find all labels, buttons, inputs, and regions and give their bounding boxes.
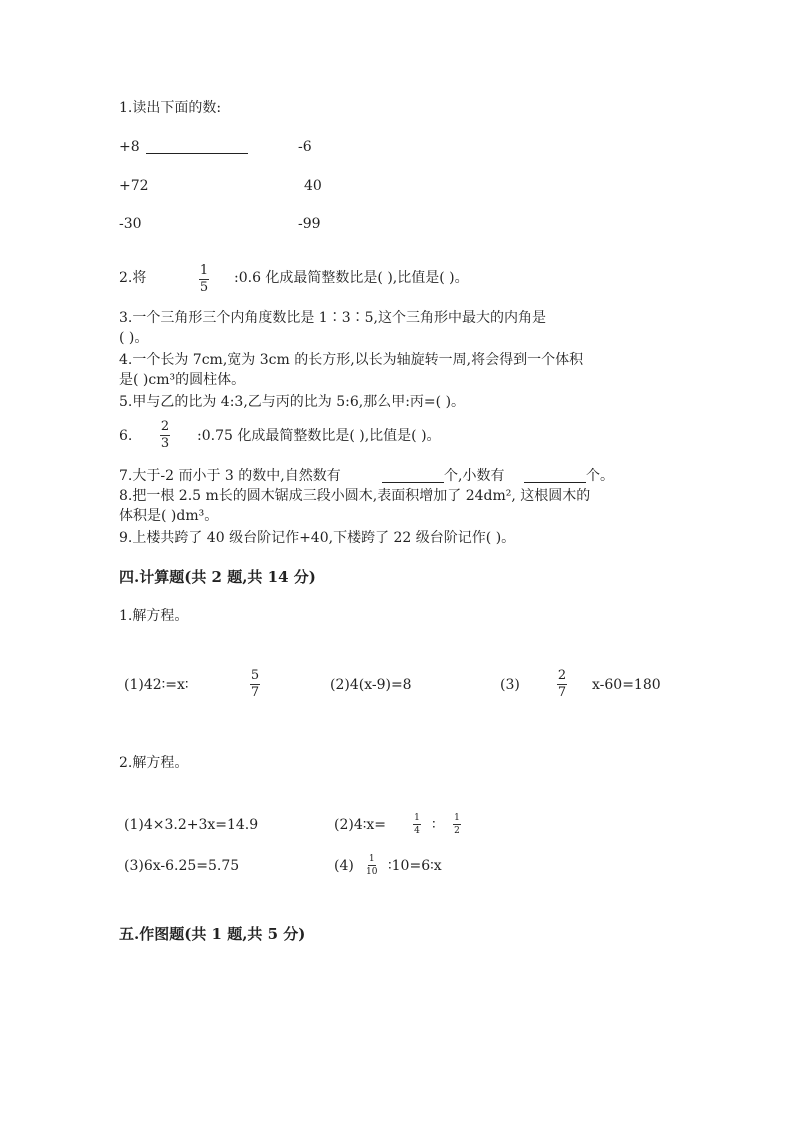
number-40: 40 [304,178,322,194]
equation-2: (2)4(x-9)=8 [330,677,412,693]
equation-2-3: (3)6x-6.25=5.75 [124,858,240,874]
question-4-line1: 4.一个长为 7cm,宽为 3cm 的长方形,以长为轴旋转一周,将会得到一个体积 [119,352,584,368]
equation-2-1: (1)4×3.2+3x=14.9 [124,817,259,833]
number-minus-99: -99 [298,216,321,232]
calc-2-title: 2.解方程。 [119,755,189,771]
number-plus-72: +72 [119,178,149,194]
answer-blank[interactable] [382,482,444,483]
section-4-heading: 四.计算题(共 2 题,共 14 分) [119,568,316,586]
section-5-heading: 五.作图题(共 1 题,共 5 分) [119,925,306,943]
question-2-text: :0.6 化成最简整数比是( ),比值是( )。 [234,270,469,286]
answer-blank[interactable] [524,482,586,483]
ratio-separator: ∶ [432,817,436,833]
answer-blank[interactable] [146,153,248,154]
fraction-one-fifth: 1 5 [199,263,209,295]
question-1-title: 1.读出下面的数: [119,100,222,116]
equation-3-label: (3) [500,677,520,693]
question-4-line2: 是( )cm³的圆柱体。 [119,372,246,388]
number-minus-6: -6 [298,139,312,155]
question-6-text: :0.75 化成最简整数比是( ),比值是( )。 [197,428,441,444]
calc-1-title: 1.解方程。 [119,608,189,624]
question-7-part-c: 个。 [586,468,614,484]
question-7-part-a: 7.大于-2 而小于 3 的数中,自然数有 [119,468,341,484]
question-6-number: 6. [119,428,133,444]
equation-2-2-label: (2)4∶x= [334,817,387,833]
question-8-line1: 8.把一根 2.5 m长的圆木锯成三段小圆木,表面积增加了 24dm², 这根圆木的 [119,488,591,504]
question-2-number: 2.将 [119,270,147,286]
fraction-one-tenth: 1 10 [366,854,378,877]
question-3-line1: 3.一个三角形三个内角度数比是 1∶3∶5,这个三角形中最大的内角是 [119,310,546,326]
fraction-one-half: 1 2 [454,813,460,836]
question-5: 5.甲与乙的比为 4:3,乙与丙的比为 5:6,那么甲:丙=( )。 [119,394,466,410]
equation-3-tail: x-60=180 [592,677,661,693]
fraction-five-sevenths: 5 7 [250,668,260,700]
fraction-two-thirds: 2 3 [160,419,170,451]
question-8-line2: 体积是( )dm³。 [119,508,219,524]
number-minus-30: -30 [119,216,142,232]
equation-2-4-tail: ∶10=6∶x [388,858,442,874]
fraction-two-sevenths: 2 7 [557,668,567,700]
question-9: 9.上楼共跨了 40 级台阶记作+40,下楼跨了 22 级台阶记作( )。 [119,530,516,546]
question-3-line2: ( )。 [119,330,149,346]
equation-2-4-label: (4) [334,858,354,874]
number-plus-8: +8 [119,139,140,155]
fraction-one-quarter: 1 4 [414,813,420,836]
question-7-part-b: 个,小数有 [444,468,505,484]
equation-1-label: (1)42∶=x∶ [124,677,189,693]
